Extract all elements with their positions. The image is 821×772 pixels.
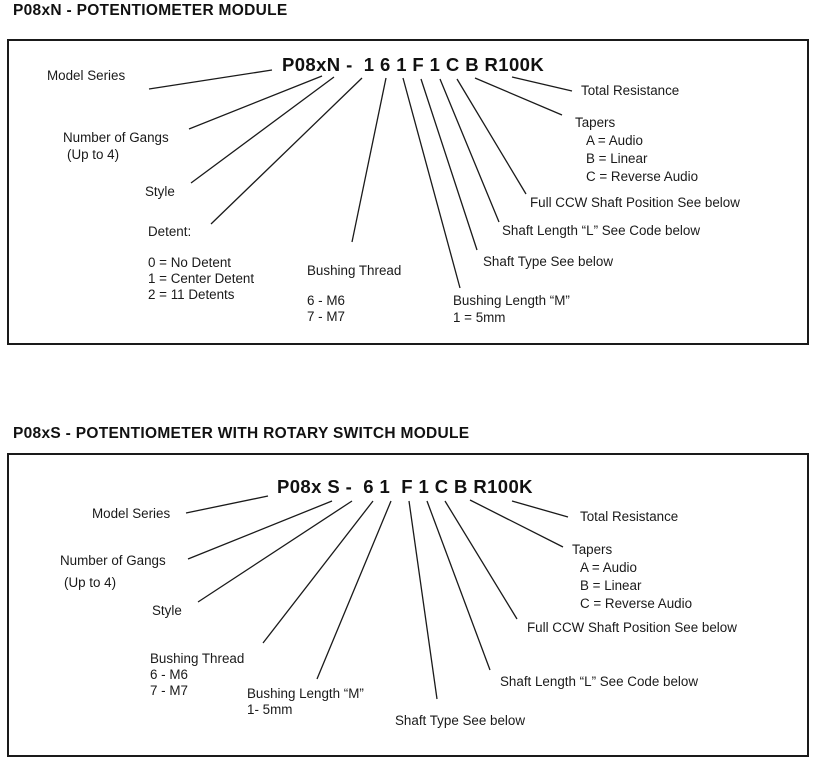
label-detent-option-1: 1 = Center Detent (148, 271, 255, 286)
label-bushing-thread-6: 6 - M6 (307, 293, 345, 308)
label-number-of-gangs: Number of Gangs (60, 553, 166, 568)
p08xn-section-title: P08xN - POTENTIOMETER MODULE (13, 2, 288, 19)
label-shaft-type: Shaft Type See below (395, 713, 526, 728)
label-detent-heading: Detent: (148, 224, 192, 239)
p08xs-part-number: P08x S - 6 1 F 1 C B R100K (277, 476, 533, 497)
label-bushing-length: Bushing Length “M” (453, 293, 570, 308)
p08xn-diagram-box (7, 39, 809, 345)
label-tapers-heading: Tapers (572, 542, 613, 557)
label-model-series: Model Series (47, 68, 126, 83)
label-full-ccw: Full CCW Shaft Position See below (527, 620, 737, 635)
label-taper-b: B = Linear (580, 578, 642, 593)
label-number-of-gangs-note: (Up to 4) (67, 147, 120, 162)
label-shaft-length: Shaft Length “L” See Code below (500, 674, 699, 689)
label-taper-a: A = Audio (586, 133, 643, 148)
label-detent-option-0: 0 = No Detent (148, 255, 231, 270)
label-number-of-gangs: Number of Gangs (63, 130, 169, 145)
label-bushing-thread-6: 6 - M6 (150, 667, 188, 682)
label-bushing-length: Bushing Length “M” (247, 686, 364, 701)
label-bushing-length-1: 1 = 5mm (453, 310, 506, 325)
label-model-series: Model Series (92, 506, 171, 521)
label-taper-c: C = Reverse Audio (586, 169, 699, 184)
label-taper-b: B = Linear (586, 151, 648, 166)
label-shaft-type: Shaft Type See below (483, 254, 614, 269)
label-style: Style (145, 184, 175, 199)
p08xn-part-number: P08xN - 1 6 1 F 1 C B R100K (282, 54, 545, 75)
label-number-of-gangs-note: (Up to 4) (64, 575, 117, 590)
label-full-ccw: Full CCW Shaft Position See below (530, 195, 740, 210)
label-total-resistance: Total Resistance (580, 509, 679, 524)
label-total-resistance: Total Resistance (581, 83, 680, 98)
label-bushing-length-1: 1- 5mm (247, 702, 293, 717)
label-bushing-thread: Bushing Thread (150, 651, 245, 666)
p08xs-section-title: P08xS - POTENTIOMETER WITH ROTARY SWITCH MODULE (13, 425, 470, 442)
label-bushing-thread: Bushing Thread (307, 263, 402, 278)
label-bushing-thread-7: 7 - M7 (150, 683, 188, 698)
label-shaft-length: Shaft Length “L” See Code below (502, 223, 701, 238)
label-taper-a: A = Audio (580, 560, 637, 575)
label-bushing-thread-7: 7 - M7 (307, 309, 345, 324)
label-taper-c: C = Reverse Audio (580, 596, 693, 611)
label-tapers-heading: Tapers (575, 115, 616, 130)
label-style: Style (152, 603, 182, 618)
label-detent-option-2: 2 = 11 Detents (148, 287, 235, 302)
